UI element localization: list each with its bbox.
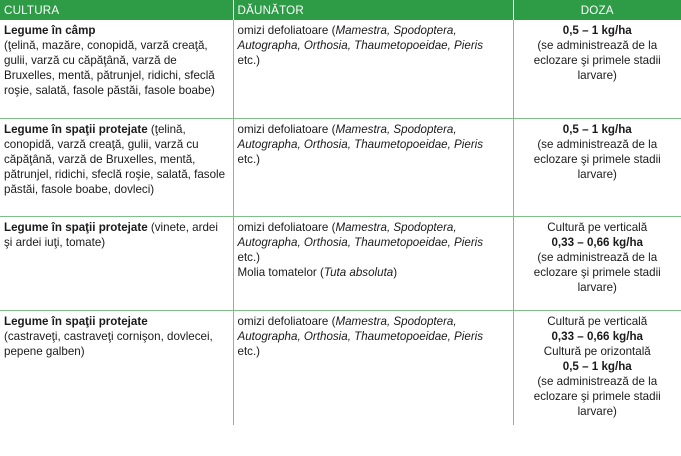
pest-suffix: etc.): [237, 251, 261, 264]
pest-cell: [233, 217, 513, 311]
pest-prefix: omizi defoliatoare (: [237, 123, 336, 136]
crop-detail: (ţelină, mazăre, conopidă, varză creaţă, gulii, varză cu căpăţână, varză de Bruxelles, mentă, pătrunjel, ridichi, sfeclă roşie, salată, fasole păstăi, fasole boabe): [4, 39, 215, 97]
pest-prefix: omizi defoliatoare (: [237, 315, 336, 328]
crop-title: Legume în spaţii protejate: [4, 221, 148, 234]
crop-detail: (vinete, ardei şi ardei iuţi, tomate): [4, 221, 218, 249]
dose-value: 0,5 – 1 kg/ha: [562, 123, 632, 136]
dose-note: (se administrează de la eclozare şi primele stadii larvare): [533, 39, 661, 82]
table-row: [0, 119, 681, 217]
crop-cell: [0, 119, 233, 217]
pest-species: Mamestra, Spodoptera, Autographa, Orthosia, Thaumetopoeidae, Pieris: [237, 315, 484, 343]
header-daunator: DĂUNĂTOR: [233, 0, 513, 20]
table-row: [0, 311, 681, 426]
pest-cell: [233, 20, 513, 119]
dose-value-2: 0,5 – 1 kg/ha: [562, 360, 632, 373]
pest2-prefix: Molia tomatelor (: [237, 266, 324, 279]
dose-cell: [513, 20, 681, 119]
pest-cell: [233, 119, 513, 217]
pest2-species: Tuta absoluta: [323, 266, 394, 279]
crop-cell: [0, 311, 233, 426]
crop-detail: (castraveţi, castraveţi cornişon, dovlecei, pepene galben): [4, 330, 213, 358]
pest-suffix: etc.): [237, 153, 261, 166]
dose-label: Cultură pe verticală: [547, 221, 648, 234]
pest-species: Mamestra, Spodoptera, Autographa, Orthosia, Thaumetopoeidae, Pieris: [237, 123, 484, 151]
pest-species: Mamestra, Spodoptera, Autographa, Orthosia, Thaumetopoeidae, Pieris: [237, 221, 484, 249]
dose-label: Cultură pe verticală: [547, 315, 648, 328]
dose-cell: [513, 217, 681, 311]
pest-species: Mamestra, Spodoptera, Autographa, Orthosia, Thaumetopoeidae, Pieris: [237, 24, 484, 52]
dose-cell: [513, 119, 681, 217]
dose-label-2: Cultură pe orizontală: [543, 345, 651, 358]
pest-cell: [233, 311, 513, 426]
crop-title: Legume în spaţii protejate: [4, 315, 148, 328]
dose-note: (se administrează de la eclozare şi primele stadii larvare): [533, 251, 661, 294]
crop-detail: (ţelină, conopidă, varză creaţă, gulii, varză cu căpăţână, varză de Bruxelles, mentă, pătrunjel, ridichi, sfeclă roşie, salată, fasole păstăi, fasole boabe, dovleci): [4, 123, 226, 196]
table-header: [0, 0, 681, 20]
dose-value: 0,5 – 1 kg/ha: [562, 24, 632, 37]
dose-cell: [513, 311, 681, 426]
pest-suffix: etc.): [237, 54, 261, 67]
dose-note: (se administrează de la eclozare şi primele stadii larvare): [533, 375, 661, 418]
pest-suffix: etc.): [237, 345, 261, 358]
header-doza: DOZA: [513, 0, 681, 20]
dose-value: 0,33 – 0,66 kg/ha: [551, 236, 644, 249]
crop-cell: [0, 20, 233, 119]
crop-title: Legume în spaţii protejate: [4, 123, 148, 136]
crop-title: Legume în câmp: [4, 24, 96, 37]
header-cultura: CULTURA: [0, 0, 233, 20]
pest-prefix: omizi defoliatoare (: [237, 221, 336, 234]
pest-prefix: omizi defoliatoare (: [237, 24, 336, 37]
dose-note: (se administrează de la eclozare şi primele stadii larvare): [533, 138, 661, 181]
crop-cell: [0, 217, 233, 311]
table-row: [0, 217, 681, 311]
pest2-suffix: ): [393, 266, 398, 279]
pest-secondary: [238, 265, 509, 280]
table-row: [0, 20, 681, 119]
dose-value: 0,33 – 0,66 kg/ha: [551, 330, 644, 343]
